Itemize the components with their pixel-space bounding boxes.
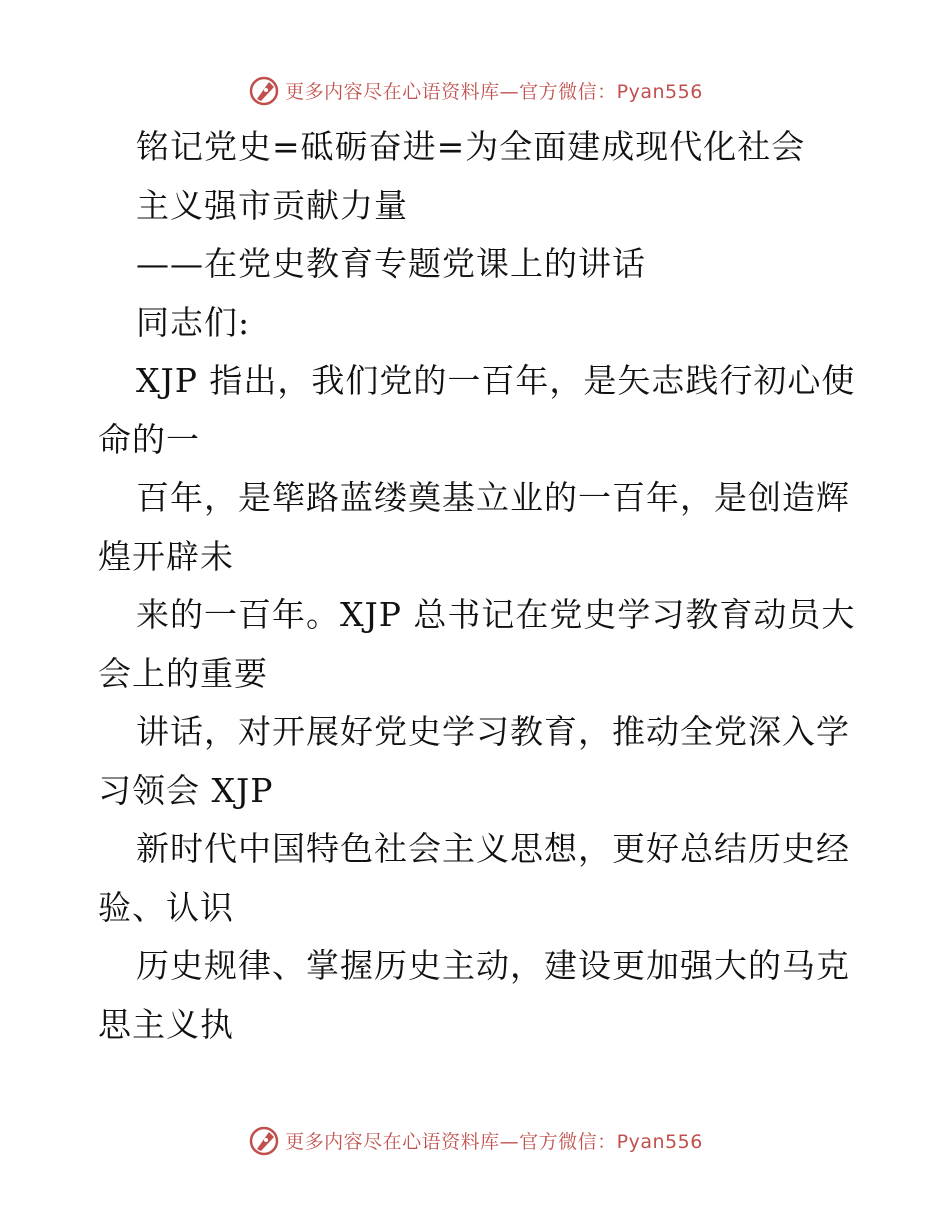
body-line: 来的一百年。XJP 总书记在党史学习教育动员大 xyxy=(136,595,856,634)
body-line: 命的一 xyxy=(98,419,200,459)
body-line: 煌开辟未 xyxy=(98,536,234,576)
body-line: 百年，是筚路蓝缕奠基立业的一百年，是创造辉 xyxy=(136,478,850,517)
body-line: 会上的重要 xyxy=(98,653,268,693)
pen-nib-logo-icon xyxy=(247,73,281,107)
body-line: 验、认识 xyxy=(98,887,234,927)
body-line: 新时代中国特色社会主义思想，更好总结历史经 xyxy=(136,829,850,868)
document-title-line-2: 主义强市贡献力量 xyxy=(136,185,408,225)
header-banner-text: 更多内容尽在心语资料库—官方微信：Pyan556 xyxy=(285,80,703,103)
body-line: XJP 指出，我们党的一百年，是矢志践行初心使 xyxy=(136,361,856,400)
body-line: 习领会 XJP xyxy=(98,770,274,810)
document-subtitle: ——在党史教育专题党课上的讲话 xyxy=(136,244,646,283)
footer-banner xyxy=(0,1120,950,1160)
body-line: 思主义执 xyxy=(98,1004,234,1044)
header-banner xyxy=(0,70,950,110)
salutation: 同志们: xyxy=(136,302,251,342)
pen-nib-logo-icon xyxy=(247,1123,281,1157)
footer-banner-text: 更多内容尽在心语资料库—官方微信：Pyan556 xyxy=(285,1130,703,1153)
document-title-line-1: 铭记党史=砥砺奋进=为全面建成现代化社会 xyxy=(136,127,806,166)
body-line: 讲话，对开展好党史学习教育，推动全党深入学 xyxy=(136,712,850,751)
document-body xyxy=(98,118,858,1054)
body-paragraph xyxy=(98,352,858,1054)
body-line: 历史规律、掌握历史主动，建设更加强大的马克 xyxy=(136,946,850,985)
